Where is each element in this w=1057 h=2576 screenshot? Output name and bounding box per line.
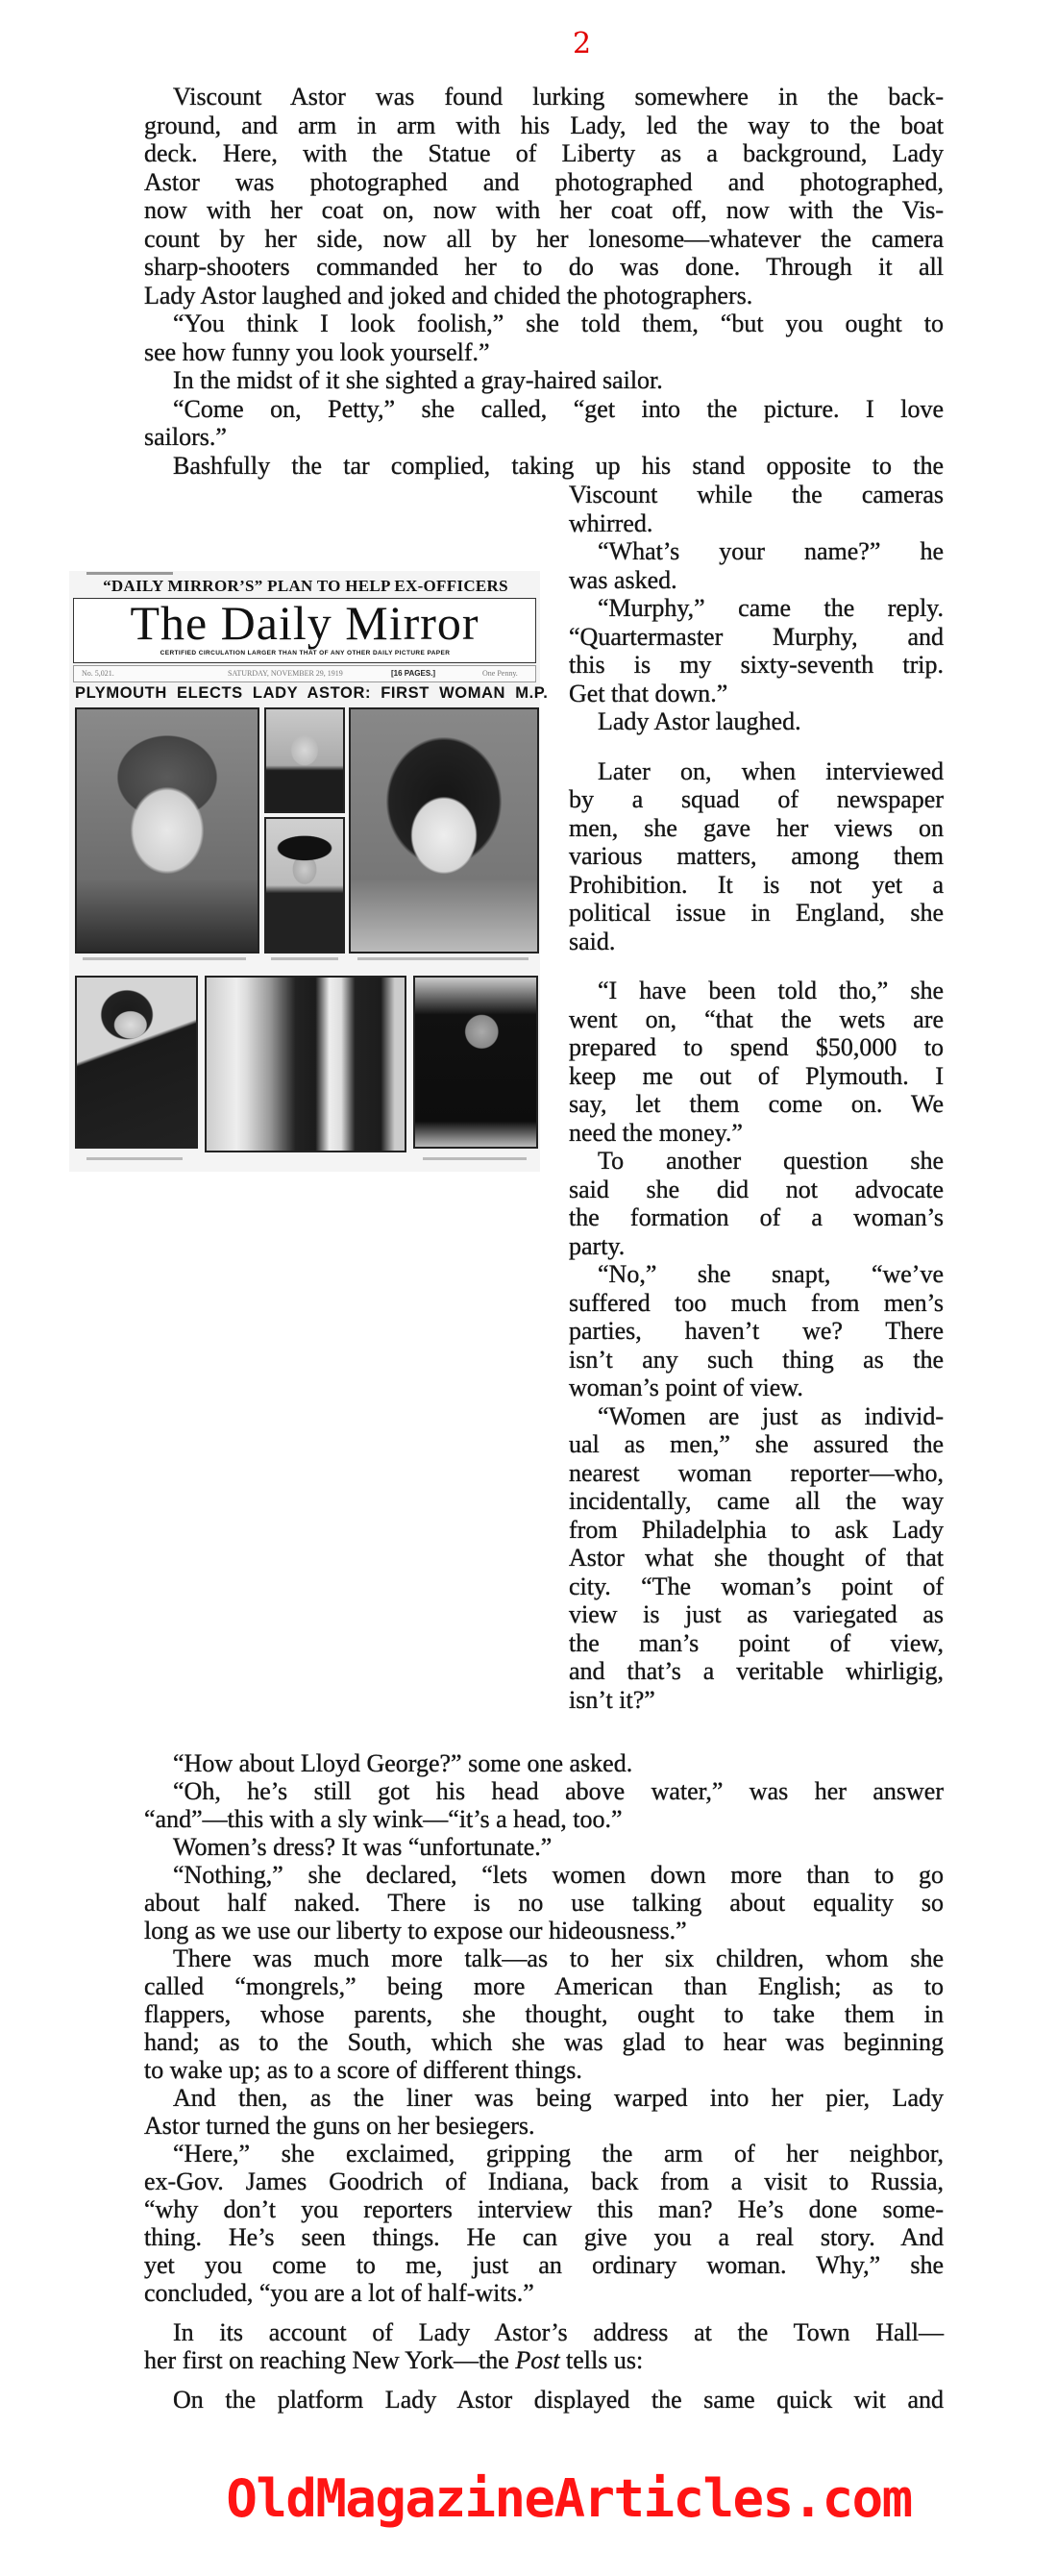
text-line: parties, haven’t we? There (569, 1317, 944, 1345)
text-line: “Come on, Petty,” she called, “get into the picture. I love (173, 394, 944, 423)
text-line: “Women are just as individ- (598, 1401, 944, 1430)
text-line: Prohibition. It is not yet a (569, 870, 944, 899)
issue-date: SATURDAY, NOVEMBER 29, 1919 (228, 669, 343, 678)
text-line: Lady Astor laughed. (598, 707, 801, 735)
text-line: need the money.” (569, 1118, 743, 1147)
text-line: In its account of Lady Astor’s address at the Town Hall— (173, 2318, 944, 2346)
text-line: “Quartermaster Murphy, and (569, 622, 944, 651)
text-line: say, let them come on. We (569, 1090, 944, 1118)
text-line: Lady Astor laughed and joked and chided the photographers. (144, 281, 753, 310)
text-line: In the midst of it she sighted a gray-haired sailor. (173, 366, 663, 394)
text-line: suffered too much from men’s (569, 1288, 944, 1317)
text-line: thing. He’s seen things. He can give you a real story. And (144, 2223, 944, 2251)
text-line: Astor turned the guns on her besiegers. (144, 2112, 535, 2140)
text-line: party. (569, 1231, 626, 1260)
text-line: “Murphy,” came the reply. (598, 594, 944, 622)
text-line: sailors.” (144, 423, 227, 451)
text-line: the man’s point of view, (569, 1628, 944, 1657)
photo-man-in-hat (264, 817, 345, 954)
text-line: “Oh, he’s still got his head above water,” was her answer (173, 1777, 944, 1805)
photo-lady-astor-pointing (75, 976, 198, 1149)
text-line: Get that down.” (569, 679, 728, 707)
text-line: was asked. (569, 565, 677, 594)
text-line: various matters, among them (569, 842, 944, 870)
text-line: isn’t it?” (569, 1685, 655, 1714)
text-line: this is my sixty-seventh trip. (569, 651, 944, 679)
text-line: count by her side, now all by her lonesome—whatever the camera (144, 224, 944, 253)
text-line: isn’t any such thing as the (569, 1345, 944, 1374)
photo-caption (423, 1157, 527, 1160)
text-line: Astor what she thought of that (569, 1544, 944, 1572)
photo-young-man-portrait (75, 707, 259, 954)
text-line: And then, as the liner was being warped into her pier, Lady (173, 2084, 944, 2112)
photo-family-group (205, 976, 406, 1152)
text-line: called “mongrels,” being more American than English; as to (144, 1972, 944, 2000)
text-line: Bashfully the tar complied, taking up his stand opposite to the (173, 451, 944, 480)
text-line: said she did not advocate (569, 1175, 944, 1203)
text-line: about half naked. There is no use talking about equality so (144, 1889, 944, 1917)
tiny-dateline (86, 572, 173, 575)
text-line: On the platform Lady Astor displayed the same quick wit and (173, 2386, 944, 2414)
text-line: Later on, when interviewed (598, 756, 944, 785)
clipping-headline: PLYMOUTH ELECTS LADY ASTOR: FIRST WOMAN M.P. (75, 684, 549, 702)
text-line: woman’s point of view. (569, 1374, 803, 1401)
text-line: now with her coat on, now with her coat off, now with the Vis- (144, 196, 944, 224)
text-line: Astor was photographed and photographed and photographed, (144, 167, 944, 196)
article-text-right-column (569, 481, 944, 1714)
text-line: keep me out of Plymouth. I (569, 1061, 944, 1090)
photo-caption (357, 957, 528, 960)
text-line: “Here,” she exclaimed, gripping the arm of her neighbor, (173, 2140, 944, 2167)
photo-lady-astor-portrait (349, 707, 539, 954)
masthead-title: The Daily Mirror (130, 596, 479, 650)
text-line: nearest woman reporter—who, (569, 1458, 944, 1487)
text-line: sharp-shooters commanded her to do was done. Through it all (144, 253, 944, 281)
photo-lady-astor-on-deck (413, 976, 538, 1149)
text-line: ground, and arm in arm with his Lady, led the way to the boat (144, 111, 944, 139)
italic-publication-name: Post (515, 2346, 560, 2374)
text-line: “How about Lloyd George?” some one asked. (173, 1749, 633, 1777)
text-line: by a squad of newspaper (569, 785, 944, 813)
masthead-box (73, 598, 536, 663)
text-line: “why don’t you reporters interview this man? He’s done some- (144, 2195, 944, 2223)
text-line: “I have been told tho,” she (598, 977, 944, 1004)
page-count: [16 PAGES.] (391, 669, 436, 678)
text-line: Viscount Astor was found lurking somewhere in the back- (173, 83, 944, 111)
text-line: men, she gave her views on (569, 813, 944, 842)
text-line: “What’s your name?” he (598, 537, 944, 565)
masthead-certified: CERTIFIED CIRCULATION LARGER THAN THAT OF ANY OTHER DAILY PICTURE PAPER (160, 650, 451, 656)
text-line: “Nothing,” she declared, “lets women down more than to go (173, 1861, 944, 1889)
date-row (73, 665, 536, 682)
text-line: Viscount while the cameras (569, 481, 944, 508)
price: One Penny. (482, 669, 518, 678)
photo-man-portrait-upper (264, 707, 345, 813)
watermark-logo: OldMagazineArticles.com (226, 2468, 912, 2529)
photo-caption (271, 957, 338, 960)
text-line: went on, “that the wets are (569, 1004, 944, 1033)
text-line: whirred. (569, 508, 653, 537)
text-line (144, 2346, 944, 2374)
text-line: yet you come to me, just an ordinary woman. Why,” she (144, 2251, 944, 2279)
text-line: “You think I look foolish,” she told them, “but you ought to (173, 310, 944, 337)
text-line: incidentally, came all the way (569, 1487, 944, 1515)
text-line: and that’s a veritable whirligig, (569, 1657, 944, 1685)
text-line: deck. Here, with the Statue of Liberty as a background, Lady (144, 139, 944, 167)
text-span: tells us: (559, 2346, 644, 2374)
article-text-top (144, 83, 944, 480)
text-line: To another question she (598, 1147, 944, 1175)
text-line: view is just as variegated as (569, 1600, 944, 1628)
text-line: political issue in England, she (569, 899, 944, 927)
text-line: the formation of a woman’s (569, 1203, 944, 1231)
text-line: ual as men,” she assured the (569, 1430, 944, 1458)
text-line: “No,” she snapt, “we’ve (598, 1260, 944, 1288)
text-line: said. (569, 927, 616, 955)
text-line: ex-Gov. James Goodrich of Indiana, back from a visit to Russia, (144, 2167, 944, 2195)
text-line: prepared to spend $50,000 to (569, 1033, 944, 1061)
text-line: city. “The woman’s point of (569, 1572, 944, 1600)
photo-caption (86, 1157, 183, 1160)
page-number: 2 (573, 27, 592, 61)
text-line: Women’s dress? It was “unfortunate.” (173, 1833, 553, 1861)
photo-caption (83, 957, 246, 960)
text-span: her first on reaching New York—the (144, 2346, 516, 2374)
daily-mirror-front-page-image (69, 571, 549, 1172)
text-line: hand; as to the South, which she was glad to hear was beginning (144, 2028, 944, 2056)
clipping-kicker: “DAILY MIRROR’S” PLAN TO HELP EX-OFFICERS (103, 577, 508, 595)
text-line: see how funny you look yourself.” (144, 337, 490, 366)
text-line: to wake up; as to a score of different things. (144, 2056, 582, 2084)
text-line: There was much more talk—as to her six children, whom she (173, 1944, 944, 1972)
text-line: long as we use our liberty to expose our hideousness.” (144, 1917, 687, 1944)
text-line: flappers, whose parents, she thought, ought to take them in (144, 2000, 944, 2028)
article-text-bottom (144, 1749, 944, 2414)
text-line: concluded, “you are a lot of half-wits.” (144, 2279, 534, 2307)
text-line: from Philadelphia to ask Lady (569, 1515, 944, 1544)
issue-number: No. 5,021. (82, 669, 114, 678)
text-line: “and”—this with a sly wink—“it’s a head, too.” (144, 1805, 623, 1833)
